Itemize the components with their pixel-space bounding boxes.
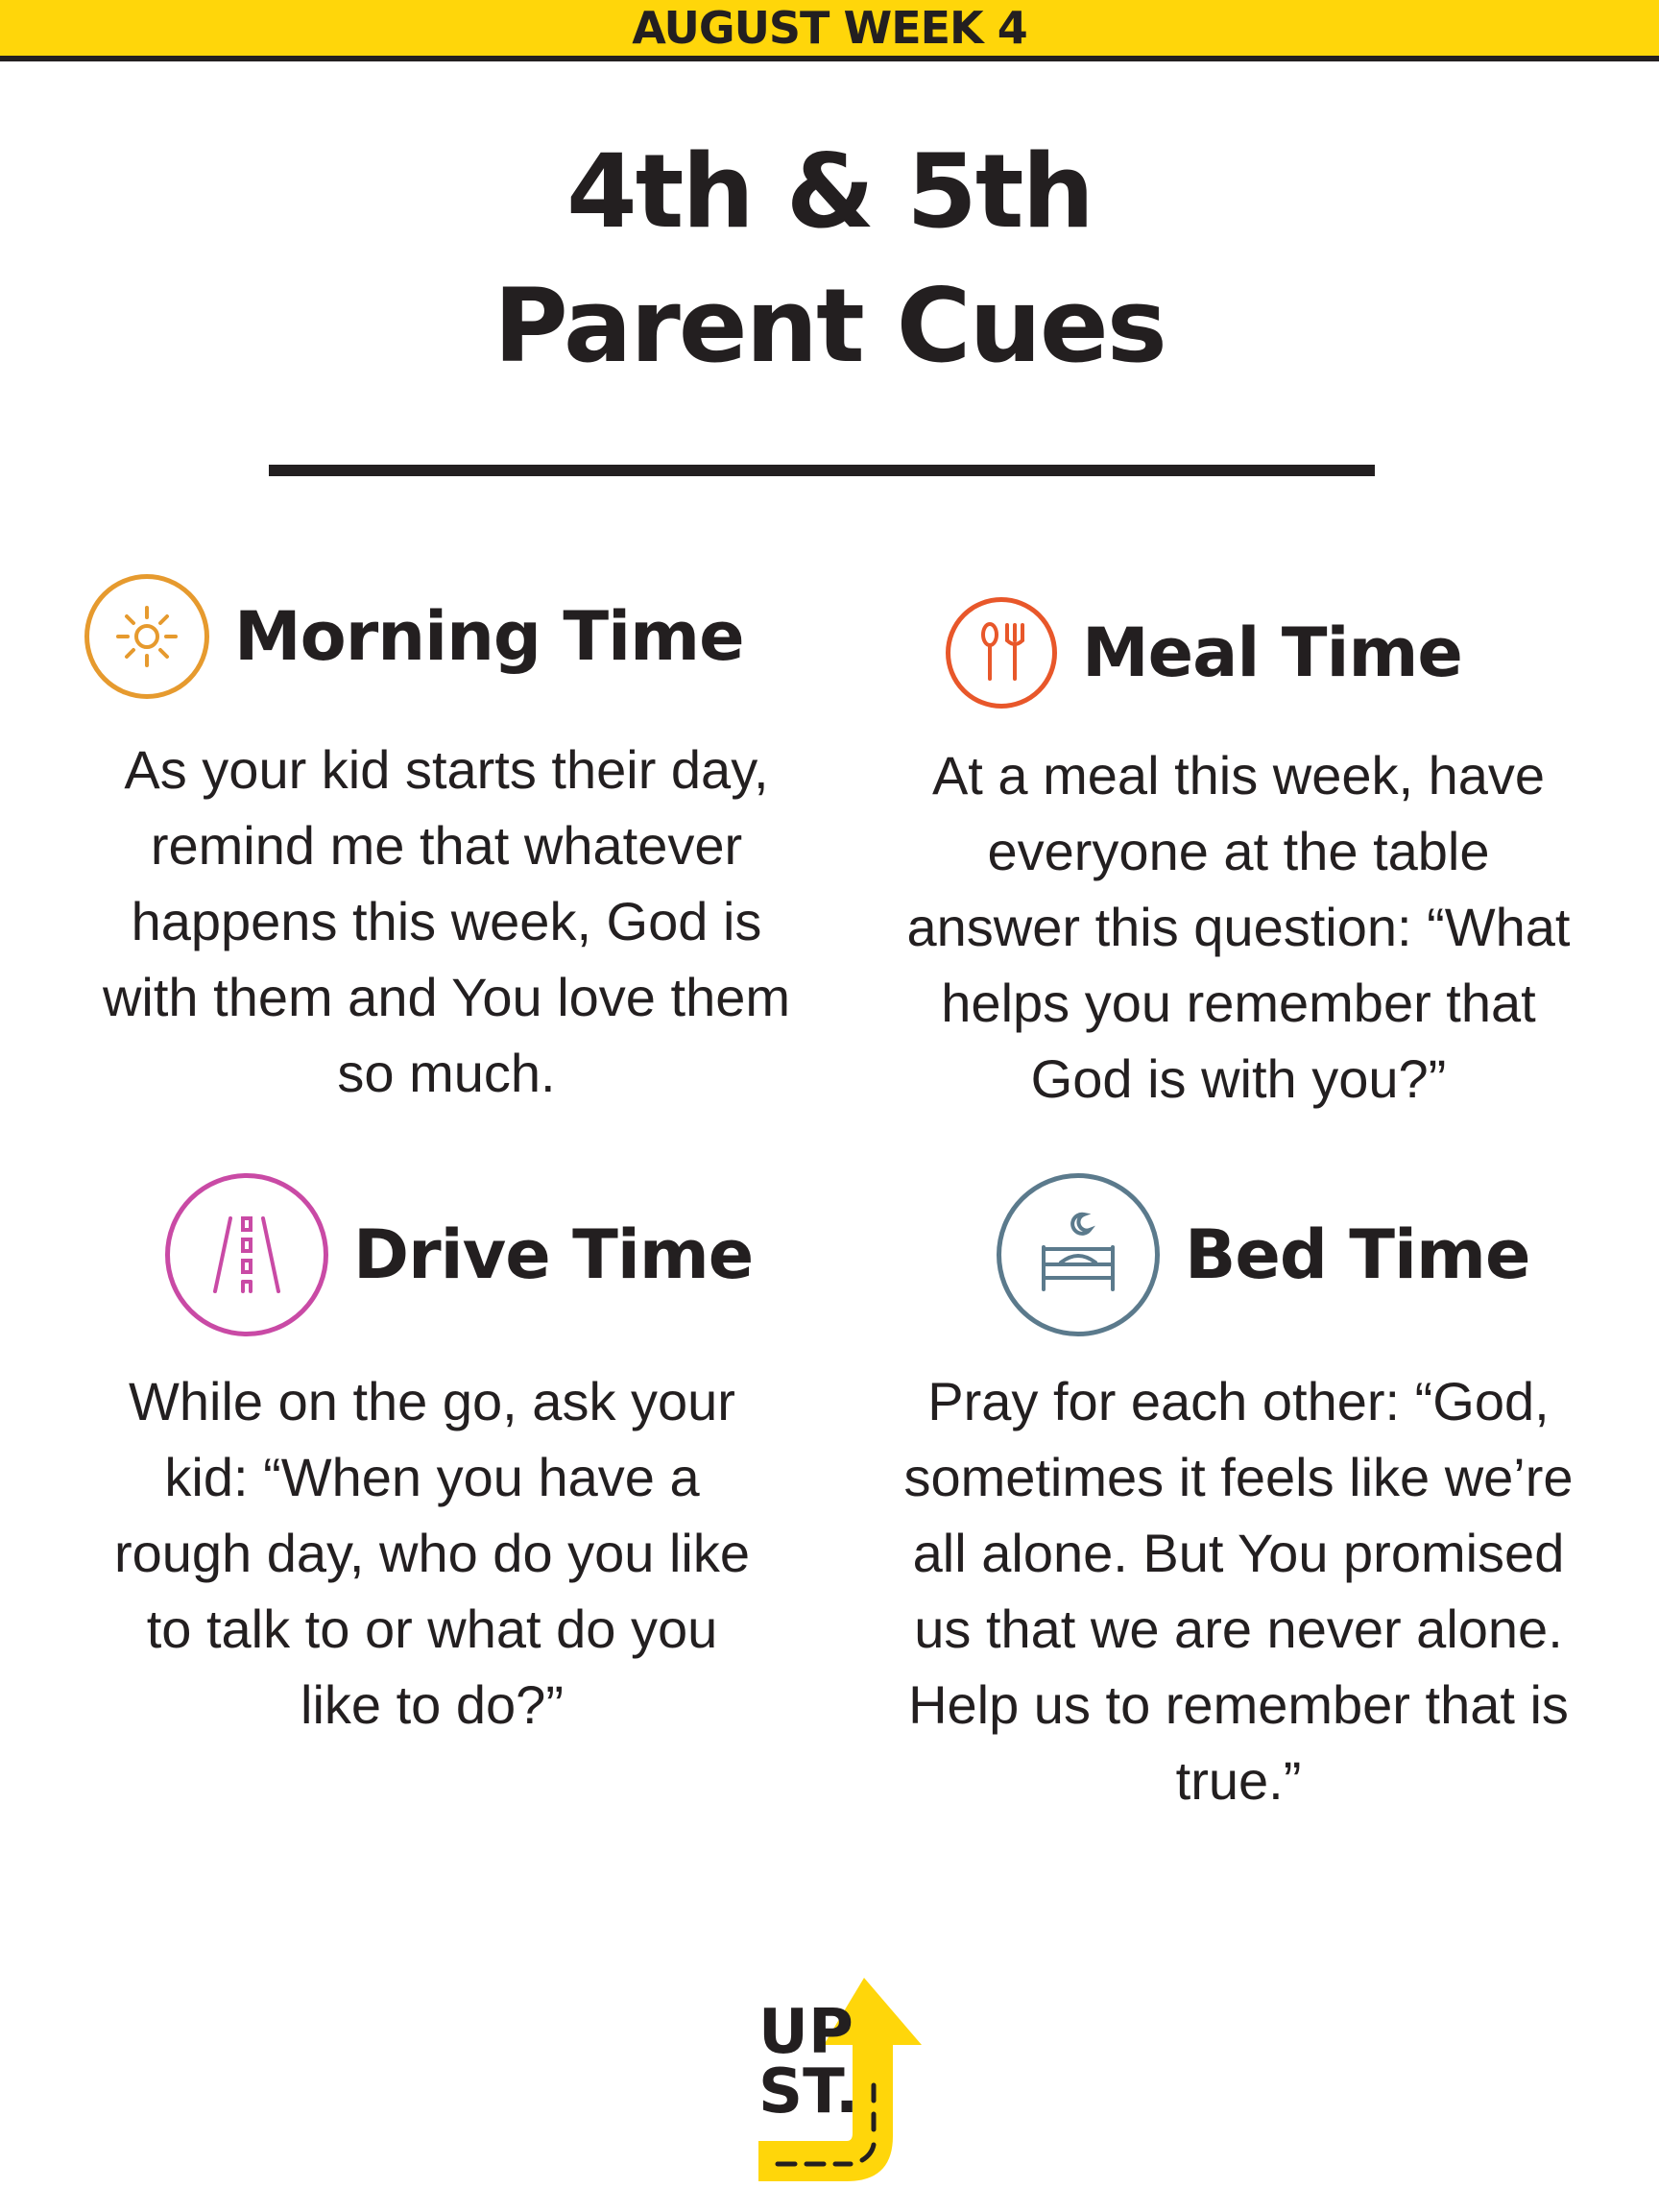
title-divider xyxy=(269,465,1375,476)
body-line: While on the go, ask your xyxy=(129,1371,735,1431)
body-line: happens this week, God is xyxy=(131,891,762,951)
section-title-morning: Morning Time xyxy=(234,597,744,676)
body-line: Pray for each other: “God, xyxy=(927,1371,1550,1431)
body-line: kid: “When you have a xyxy=(164,1447,700,1507)
upstreet-logo xyxy=(739,1968,931,2199)
section-body-morning xyxy=(58,732,835,1111)
section-body-drive xyxy=(58,1363,806,1743)
page-title-line-1: 4th & 5th xyxy=(565,132,1094,251)
body-line: with them and You love them xyxy=(102,967,791,1027)
body-line: everyone at the table xyxy=(987,821,1490,881)
logo-text-st: ST. xyxy=(758,2056,859,2128)
body-line: God is with you?” xyxy=(1030,1048,1447,1109)
bed-moon-icon xyxy=(997,1173,1160,1336)
section-body-bed xyxy=(864,1363,1613,1818)
section-title-meal: Meal Time xyxy=(1082,613,1462,692)
body-line: remind me that whatever xyxy=(150,815,743,876)
section-title-bed: Bed Time xyxy=(1185,1215,1530,1294)
page-title-line-2: Parent Cues xyxy=(493,267,1166,385)
road-icon xyxy=(165,1173,328,1336)
body-line: all alone. But You promised xyxy=(912,1523,1565,1583)
sun-icon xyxy=(84,574,209,699)
body-line: sometimes it feels like we’re xyxy=(903,1447,1574,1507)
section-morning-header xyxy=(84,574,744,699)
section-meal-header xyxy=(946,597,1462,709)
body-line: At a meal this week, have xyxy=(931,745,1546,805)
section-title-drive: Drive Time xyxy=(353,1215,754,1294)
body-line: so much. xyxy=(337,1043,556,1103)
body-line: us that we are never alone. xyxy=(914,1599,1563,1659)
week-banner xyxy=(0,0,1659,61)
utensils-icon xyxy=(946,597,1057,709)
body-line: As your kid starts their day, xyxy=(124,739,769,800)
body-line: true.” xyxy=(1175,1750,1302,1811)
body-line: Help us to remember that is xyxy=(908,1674,1569,1735)
page-title xyxy=(0,125,1659,394)
body-line: helps you remember that xyxy=(941,973,1536,1033)
logo-text-up: UP xyxy=(758,1997,854,2068)
body-line: answer this question: “What xyxy=(906,897,1571,957)
section-bed-header xyxy=(997,1173,1529,1336)
body-line: rough day, who do you like xyxy=(113,1523,751,1583)
body-line: to talk to or what do you xyxy=(146,1599,718,1659)
section-drive-header xyxy=(165,1173,753,1336)
banner-text: AUGUST WEEK 4 xyxy=(632,2,1027,54)
section-body-meal xyxy=(883,737,1594,1117)
body-line: like to do?” xyxy=(301,1674,564,1735)
